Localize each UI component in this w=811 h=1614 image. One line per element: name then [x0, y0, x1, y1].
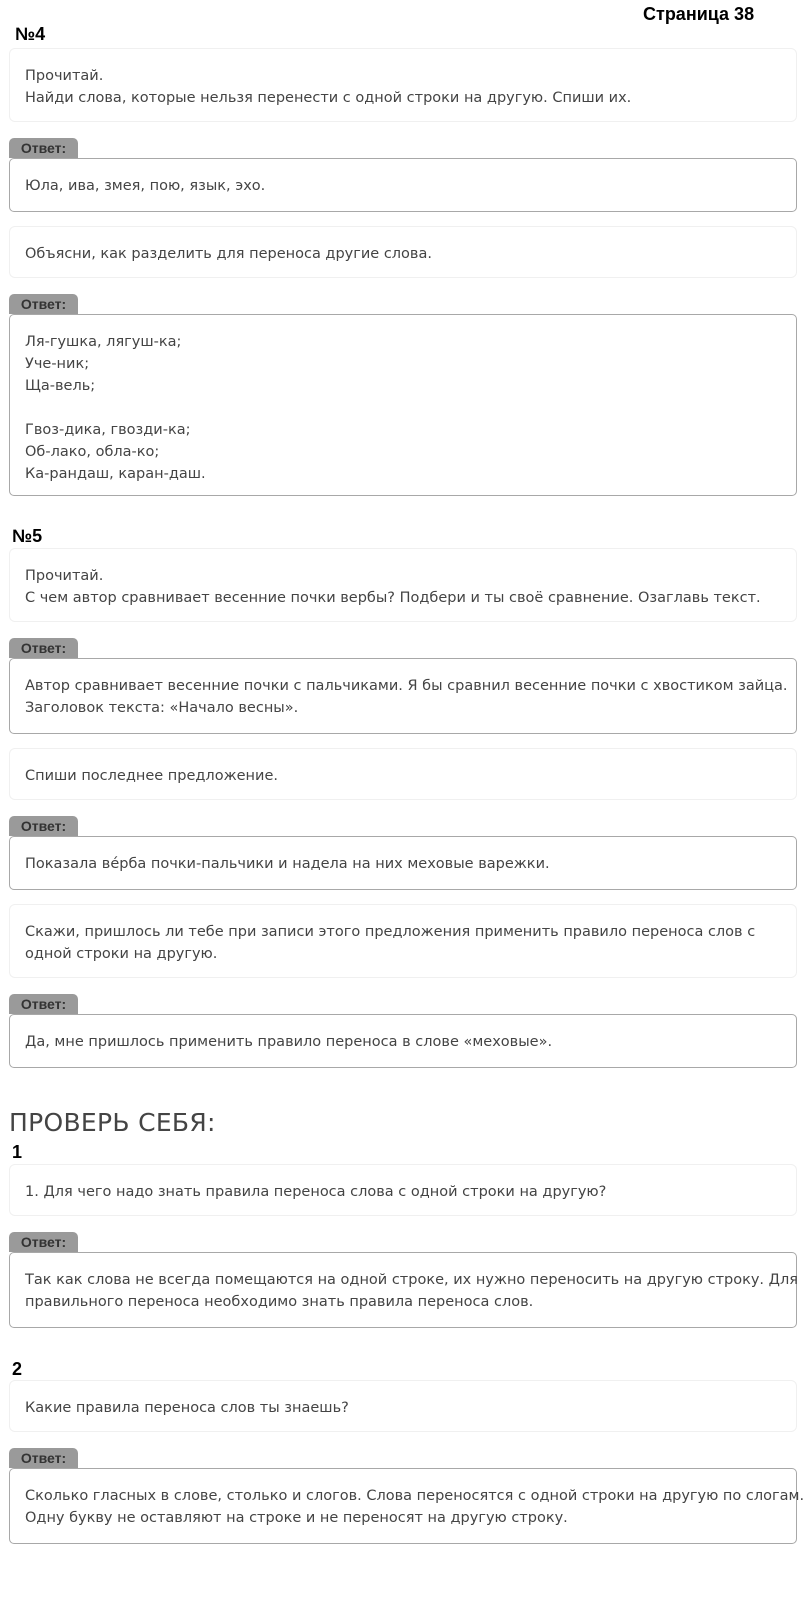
answer-text: Автор сравнивает весенние почки с пальчиками. Я бы сравнил весенние почки с хвостиком зайца. [25, 678, 788, 694]
answer-text: Одну букву не оставляют на строке и не переносят на другую строку. [25, 1510, 568, 1526]
answer-text: Ля-гушка, лягуш-ка; [25, 334, 182, 350]
question-text: Прочитай. [25, 68, 104, 84]
question-text: Какие правила переноса слов ты знаешь? [25, 1400, 349, 1416]
answer-box [9, 836, 797, 890]
answer-box [9, 1014, 797, 1068]
question-text: Найди слова, которые нельзя перенести с одной строки на другую. Спиши их. [25, 90, 632, 106]
answer-label: Ответ: [9, 1448, 78, 1468]
task-heading: 1 [12, 1142, 23, 1162]
question-card [9, 1380, 797, 1432]
question-card [9, 904, 797, 978]
question-text: Объясни, как разделить для переноса другие слова. [25, 246, 432, 262]
question-text: Скажи, пришлось ли тебе при записи этого предложения применить правило переноса слов с [25, 924, 756, 940]
question-text: 1. Для чего надо знать правила переноса слова с одной строки на другую? [25, 1184, 607, 1200]
answer-box [9, 314, 797, 496]
answer-label: Ответ: [9, 816, 78, 836]
question-text: С чем автор сравнивает весенние почки вербы? Подбери и ты своё сравнение. Озаглавь текст. [25, 590, 761, 606]
answer-label: Ответ: [9, 138, 78, 158]
answer-box [9, 1252, 797, 1328]
answer-text: Заголовок текста: «Начало весны». [25, 700, 299, 716]
answer-text: Так как слова не всегда помещаются на одной строке, их нужно переносить на другую строку. Для [25, 1272, 798, 1288]
question-card [9, 548, 797, 622]
answer-text: Сколько гласных в слове, столько и слогов. Слова переносятся с одной строки на другую по слогам. [25, 1488, 805, 1504]
answer-box [9, 658, 797, 734]
answer-box [9, 1468, 805, 1544]
answer-text: правильного переноса необходимо знать правила переноса слов. [25, 1294, 534, 1310]
answer-text: Показала ве́рба почки-пальчики и надела на них меховые варежки. [25, 856, 550, 872]
answer-blank-line [25, 397, 781, 419]
question-card [9, 48, 797, 122]
task-heading: №5 [12, 526, 43, 546]
question-card [9, 748, 797, 800]
answer-label: Ответ: [9, 994, 78, 1014]
question-text: Спиши последнее предложение. [25, 768, 278, 784]
page-number: Страница 38 [643, 4, 755, 24]
answer-text: Об-лако, обла-ко; [25, 444, 160, 460]
answer-text: Ща-вель; [25, 378, 96, 394]
answer-label: Ответ: [9, 638, 78, 658]
answer-text: Юла, ива, змея, пою, язык, эхо. [25, 178, 266, 194]
question-card [9, 226, 797, 278]
answer-text: Гвоз-дика, гвозди-ка; [25, 422, 191, 438]
answer-text: Да, мне пришлось применить правило переноса в слове «меховые». [25, 1034, 553, 1050]
section-heading: ПРОВЕРЬ СЕБЯ: [9, 1108, 216, 1137]
task-heading: №4 [15, 24, 46, 44]
answer-label: Ответ: [9, 1232, 78, 1252]
answer-label: Ответ: [9, 294, 78, 314]
answer-text: Ка-рандаш, каран-даш. [25, 466, 206, 482]
task-heading: 2 [12, 1359, 23, 1379]
question-text: Прочитай. [25, 568, 104, 584]
question-card [9, 1164, 797, 1216]
answer-box [9, 158, 797, 212]
answer-text: Уче-ник; [25, 356, 90, 372]
question-text: одной строки на другую. [25, 946, 218, 962]
